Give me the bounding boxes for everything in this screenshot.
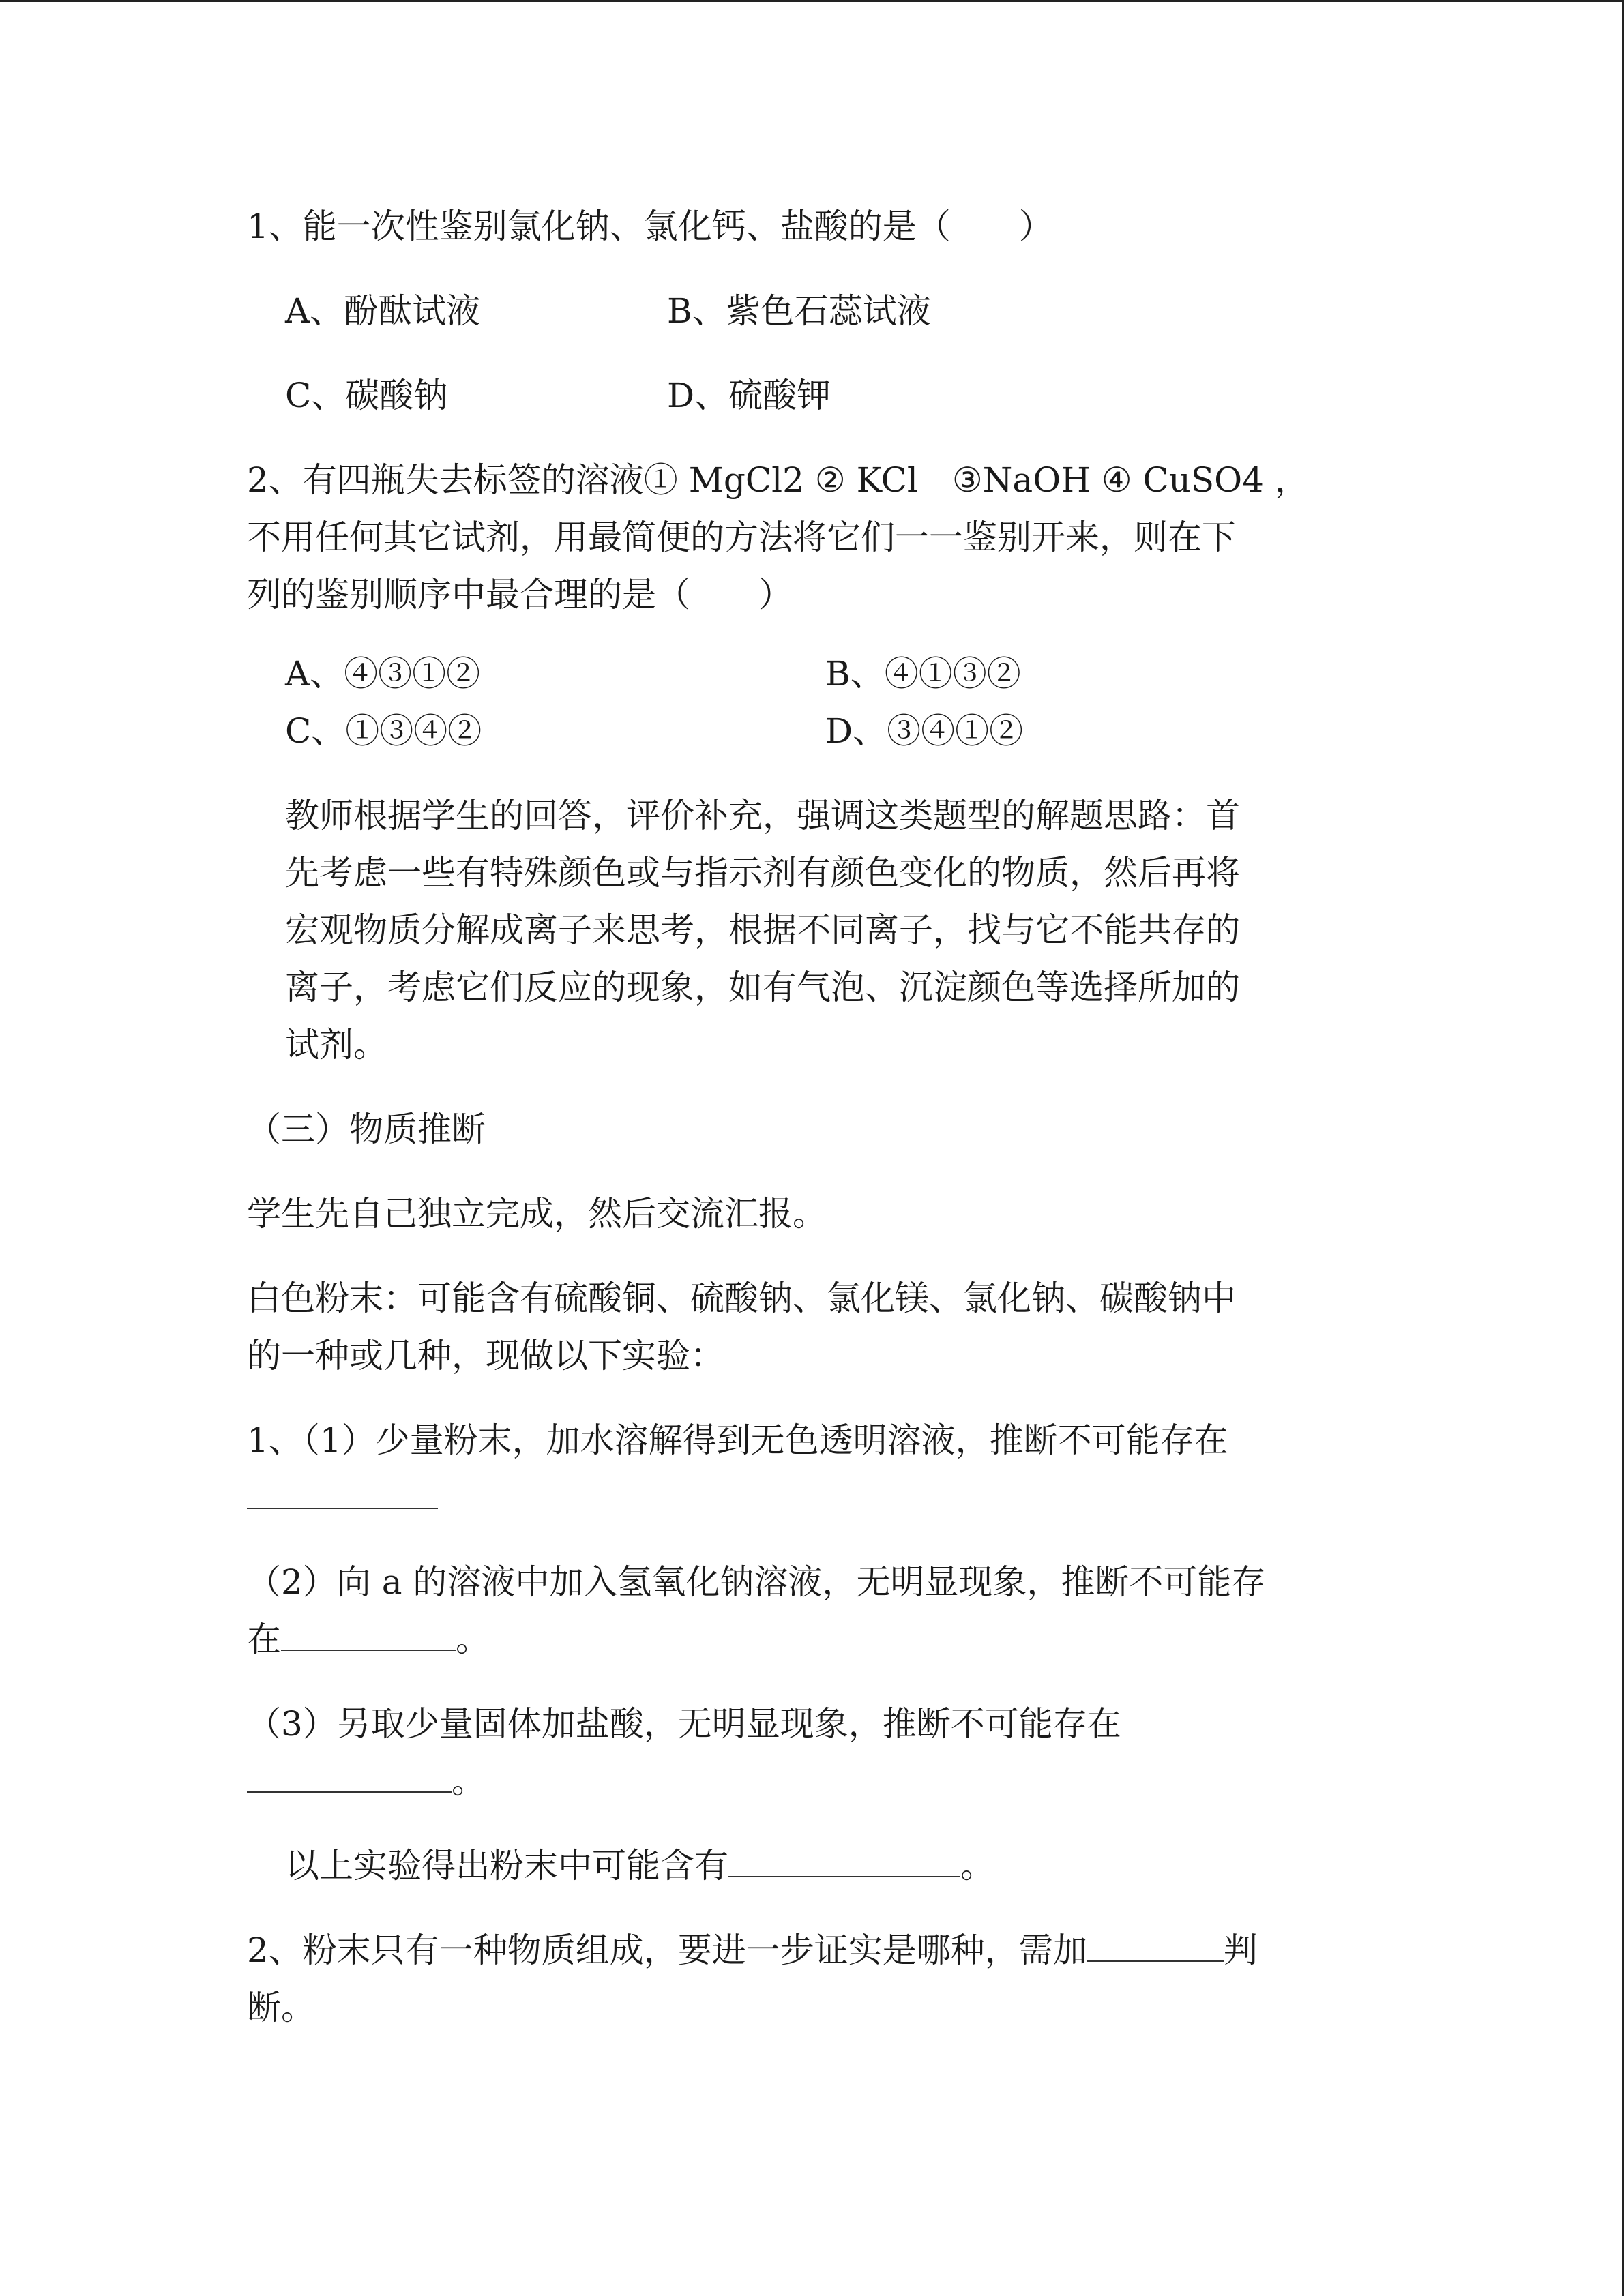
- q2-options-row-1: [247, 645, 1365, 702]
- answer-blank[interactable]: [247, 1753, 452, 1793]
- problem-statement: [247, 1270, 1365, 1384]
- q1-stem: 1、能一次性鉴别氯化钠、氯化钙、盐酸的是（ ）: [247, 207, 1053, 246]
- q2-option-d: D、③④①②: [825, 711, 1024, 751]
- q1-option-d: D、硫酸钾: [667, 376, 831, 415]
- q2-option-a: A、④③①②: [285, 654, 481, 694]
- q2-stem: [247, 451, 1365, 623]
- q1-options-row-1: [247, 282, 1365, 340]
- q1-option-c: C、碳酸钠: [285, 376, 448, 415]
- part1-step1-answer-line: [247, 1469, 1365, 1526]
- answer-blank[interactable]: [1087, 1922, 1224, 1962]
- q2-stem-line: 列的鉴别顺序中最合理的是（ ）: [247, 575, 793, 614]
- conclusion-prefix: 以上实验得出粉末中可能含有: [285, 1846, 728, 1885]
- part1-step2-line2: [247, 1611, 1365, 1668]
- q1-option-a: A、酚酞试液: [285, 291, 481, 331]
- part1-conclusion: [247, 1837, 1365, 1894]
- problem-line: 白色粉末：可能含有硫酸铜、硫酸钠、氯化镁、氯化钠、碳酸钠中: [247, 1279, 1236, 1318]
- part2-line2: 断。: [247, 1988, 315, 2027]
- part1-step2-suffix: 。: [456, 1620, 490, 1659]
- answer-blank[interactable]: [281, 1611, 456, 1651]
- q2-options: [247, 645, 1365, 760]
- part2: [247, 1922, 1365, 2036]
- part1-step3-text: （3）另取少量固体加盐酸，无明显现象，推断不可能存在: [247, 1704, 1121, 1744]
- page-border-top: [0, 0, 1624, 2]
- part1-step2-prefix: 在: [247, 1620, 281, 1659]
- q2-stem-line: 不用任何其它试剂，用最简便的方法将它们一一鉴别开来，则在下: [247, 518, 1236, 557]
- answer-blank[interactable]: [728, 1838, 960, 1877]
- problem-line: 的一种或几种，现做以下实验：: [247, 1336, 724, 1375]
- part1-step2-line1: （2）向 a 的溶液中加入氢氧化钠溶液，无明显现象，推断不可能存: [247, 1562, 1266, 1602]
- part1-step2: [247, 1553, 1365, 1668]
- conclusion-suffix: 。: [960, 1846, 994, 1885]
- teacher-note-line: 教师根据学生的回答，评价补充，强调这类题型的解题思路：首: [285, 796, 1240, 835]
- q2-option-b: B、④①③②: [825, 654, 1021, 694]
- part1-step1: [247, 1412, 1365, 1526]
- part2-prefix: 2、粉末只有一种物质组成，要进一步证实是哪种，需加: [247, 1930, 1087, 1970]
- document-body: [247, 198, 1365, 2036]
- part1-step3-suffix: 。: [452, 1761, 486, 1801]
- section-title: （三）物质推断: [247, 1109, 486, 1149]
- q1-options-row-2: [247, 367, 1365, 424]
- part1-step1-text: 1、（1）少量粉末，加水溶解得到无色透明溶液，推断不可能存在: [247, 1420, 1228, 1460]
- answer-blank[interactable]: [247, 1470, 438, 1509]
- teacher-note-line: 宏观物质分解成离子来思考，根据不同离子，找与它不能共存的: [285, 910, 1240, 950]
- q1-option-b: B、紫色石蕊试液: [667, 291, 931, 331]
- q2-options-row-2: [247, 702, 1365, 760]
- teacher-note-line: 试剂。: [285, 1025, 387, 1064]
- teacher-note-line: 先考虑一些有特殊颜色或与指示剂有颜色变化的物质，然后再将: [285, 853, 1240, 893]
- q2-option-c: C、①③④②: [285, 711, 482, 751]
- instruction-text: 学生先自己独立完成，然后交流汇报。: [247, 1194, 827, 1234]
- teacher-note-line: 离子，考虑它们反应的现象，如有气泡、沉淀颜色等选择所加的: [285, 968, 1240, 1007]
- part2-line1: [247, 1922, 1365, 1979]
- part2-suffix: 判: [1223, 1930, 1258, 1970]
- q2-stem-line: 2、有四瓶失去标签的溶液① MgCl2 ② KCl ③NaOH ④ CuSO4 ，: [247, 460, 1309, 500]
- part1-step3-answer-line: [247, 1753, 1365, 1810]
- part1-step3: [247, 1695, 1365, 1810]
- teacher-note: [247, 787, 1365, 1073]
